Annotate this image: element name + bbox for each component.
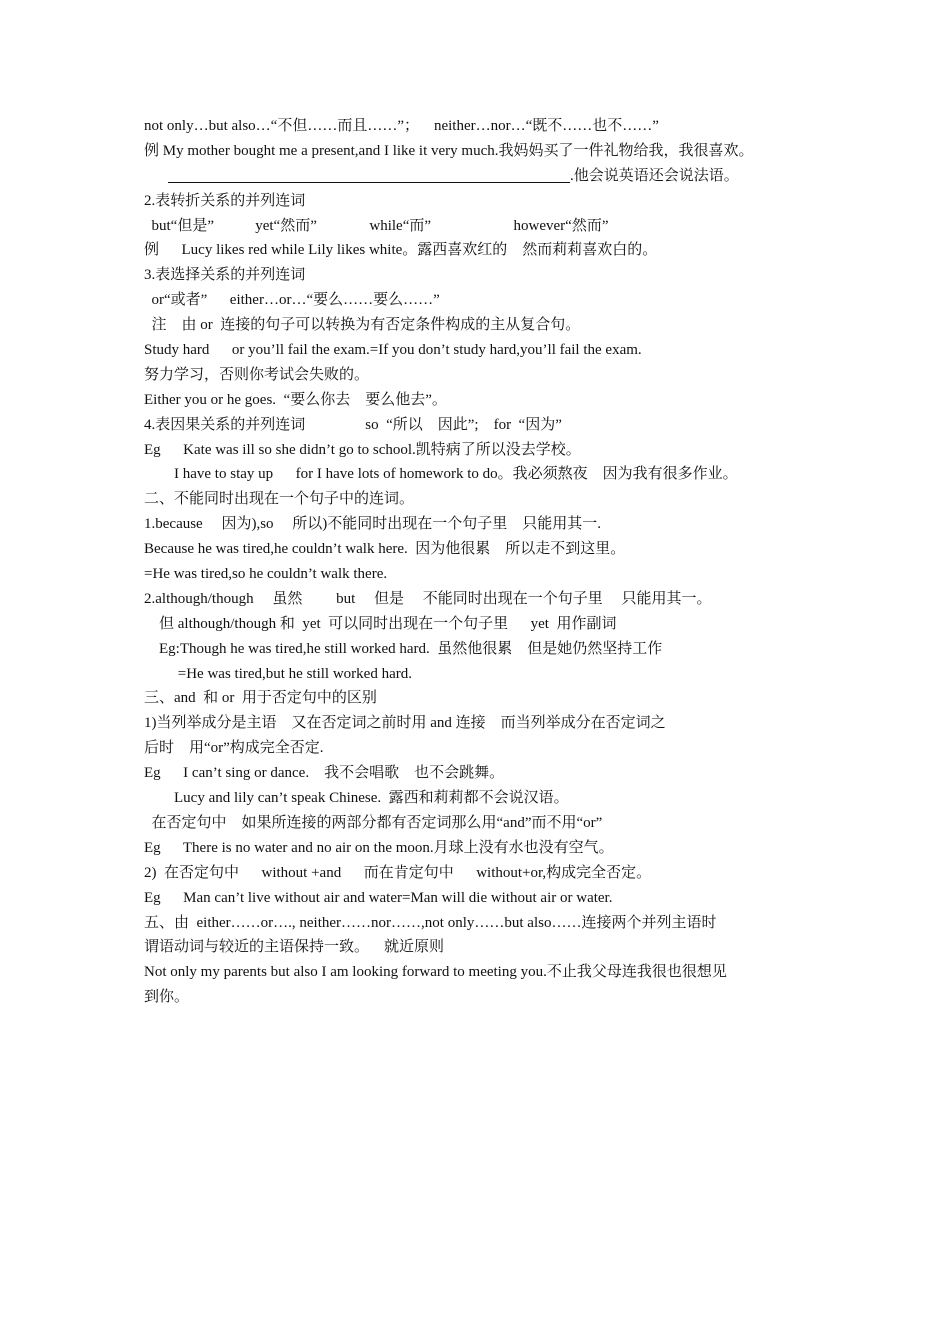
line-text: Either you or he goes. “要么你去 要么他去”。 xyxy=(144,391,447,408)
line-although-yet xyxy=(144,612,824,637)
line-eg-man xyxy=(144,886,824,911)
line-text: 注 由 or 连接的句子可以转换为有否定条件构成的主从复合句。 xyxy=(144,317,581,334)
line-section-5a xyxy=(144,911,824,936)
line-text: Eg:Though he was tired,he still worked hard. 虽然他很累 但是她仍然坚持工作 xyxy=(144,640,663,657)
line-because-so xyxy=(144,512,824,537)
line-text: 到你。 xyxy=(144,989,190,1006)
line-or-either xyxy=(144,288,824,313)
heading-alternative xyxy=(144,263,824,288)
line-section-5b xyxy=(144,935,824,960)
line-text: =He was tired,but he still worked hard. xyxy=(144,665,412,682)
line-text: 1.because 因为),so 所以)不能同时出现在一个句子里 只能用其一. xyxy=(144,516,602,533)
line-text: 谓语动词与较近的主语保持一致。 就近原则 xyxy=(144,939,445,956)
line-eg-moon xyxy=(144,836,824,861)
line-text: 在否定句中 如果所连接的两部分都有否定词那么用“and”而不用“or” xyxy=(144,814,603,831)
line-text: 三、and 和 or 用于否定句中的区别 xyxy=(144,690,377,707)
line-but-yet-while-however xyxy=(144,214,824,239)
line-text: Eg Kate was ill so she didn’t go to school.凯特病了所以没去学校。 xyxy=(144,441,581,458)
document-body xyxy=(144,114,824,1010)
heading-section-3 xyxy=(144,686,824,711)
line-rule-1b xyxy=(144,736,824,761)
line-example-present xyxy=(144,139,824,164)
line-text: Not only my parents but also I am looking forward to meeting you.不止我父母连我很也很想见 xyxy=(144,964,727,981)
line-text: Eg Man can’t live without air and water=Man will die without air or water. xyxy=(144,889,613,906)
line-text: 后时 用“or”构成完全否定. xyxy=(144,740,324,757)
line-text: or“或者” either…or…“要么……要么……” xyxy=(144,292,440,309)
line-text: Eg I can’t sing or dance. 我不会唱歌 也不会跳舞。 xyxy=(144,765,505,782)
line-text: .他会说英语还会说法语。 xyxy=(570,167,739,184)
line-not-only-neither xyxy=(144,114,824,139)
line-text: Lucy and lily can’t speak Chinese. 露西和莉莉都不会说汉语。 xyxy=(144,790,569,807)
line-not-only-parents xyxy=(144,960,824,985)
line-text: Eg There is no water and no air on the moon.月球上没有水也没有空气。 xyxy=(144,839,614,856)
line-text: 但 although/though 和 yet 可以同时出现在一个句子里 yet 用作副词 xyxy=(144,615,617,632)
line-example-lucy-lily xyxy=(144,238,824,263)
heading-causal xyxy=(144,413,824,438)
line-text: 努力学习，否则你考试会失败的。 xyxy=(144,366,370,383)
line-text: 例 My mother bought me a present,and I like it very much.我妈妈买了一件礼物给我，我很喜欢。 xyxy=(144,142,754,159)
line-rule-1a xyxy=(144,711,824,736)
line-text: 2.although/though 虽然 but 但是 不能同时出现在一个句子里 只能用其一。 xyxy=(144,590,712,607)
line-eg-kate xyxy=(144,438,824,463)
line-text: 2) 在否定句中 without +and 而在肯定句中 without+or,构成完全否定。 xyxy=(144,864,652,881)
line-lucy-lily-chinese xyxy=(144,786,824,811)
line-text: I have to stay up for I have lots of homework to do。我必须熬夜 因为我有很多作业。 xyxy=(144,466,738,483)
line-text: but“但是” yet“然而” while“而” however“然而” xyxy=(144,217,609,234)
line-he-was-tired-so xyxy=(144,562,824,587)
line-eg-sing-dance xyxy=(144,761,824,786)
line-not-only-parents-end xyxy=(144,985,824,1010)
line-text: 4.表因果关系的并列连词 so “所以 因此”; for “因为” xyxy=(144,416,562,433)
line-text: Study hard or you’ll fail the exam.=If you don’t study hard,you’ll fail the exam. xyxy=(144,342,642,359)
line-negative-and-or xyxy=(144,811,824,836)
line-text: =He was tired,so he couldn’t walk there. xyxy=(144,566,388,583)
line-text: 2.表转折关系的并列连词 xyxy=(144,192,306,209)
line-rule-2 xyxy=(144,861,824,886)
line-study-hard xyxy=(144,338,824,363)
line-although-but xyxy=(144,587,824,612)
line-text: 二、不能同时出现在一个句子中的连词。 xyxy=(144,491,415,508)
line-note-or xyxy=(144,313,824,338)
line-text: 例 Lucy likes red while Lily likes white。露西喜欢红的 然而莉莉喜欢白的。 xyxy=(144,242,658,259)
heading-section-2 xyxy=(144,487,824,512)
line-text: 五、由 either……or…., neither……nor……,not only……but also……连接两个并列主语时 xyxy=(144,914,717,931)
line-text: 3.表选择关系的并列连词 xyxy=(144,267,306,284)
line-study-hard-zh xyxy=(144,363,824,388)
line-either-you-or-he xyxy=(144,388,824,413)
line-fill-blank xyxy=(144,164,824,189)
line-because-tired xyxy=(144,537,824,562)
line-have-to-stay-up xyxy=(144,462,824,487)
line-text: not only…but also…“不但……而且……”； neither…nor…“既不……也不……” xyxy=(144,118,659,134)
heading-adversative xyxy=(144,189,824,214)
line-eg-though xyxy=(144,637,824,662)
line-text: 1)当列举成分是主语 又在否定词之前时用 and 连接 而当列举成分在否定词之 xyxy=(144,715,666,732)
fill-in-blank-line xyxy=(168,166,570,183)
line-text: Because he was tired,he couldn’t walk here. 因为他很累 所以走不到这里。 xyxy=(144,541,626,558)
line-tired-but-still xyxy=(144,662,824,687)
